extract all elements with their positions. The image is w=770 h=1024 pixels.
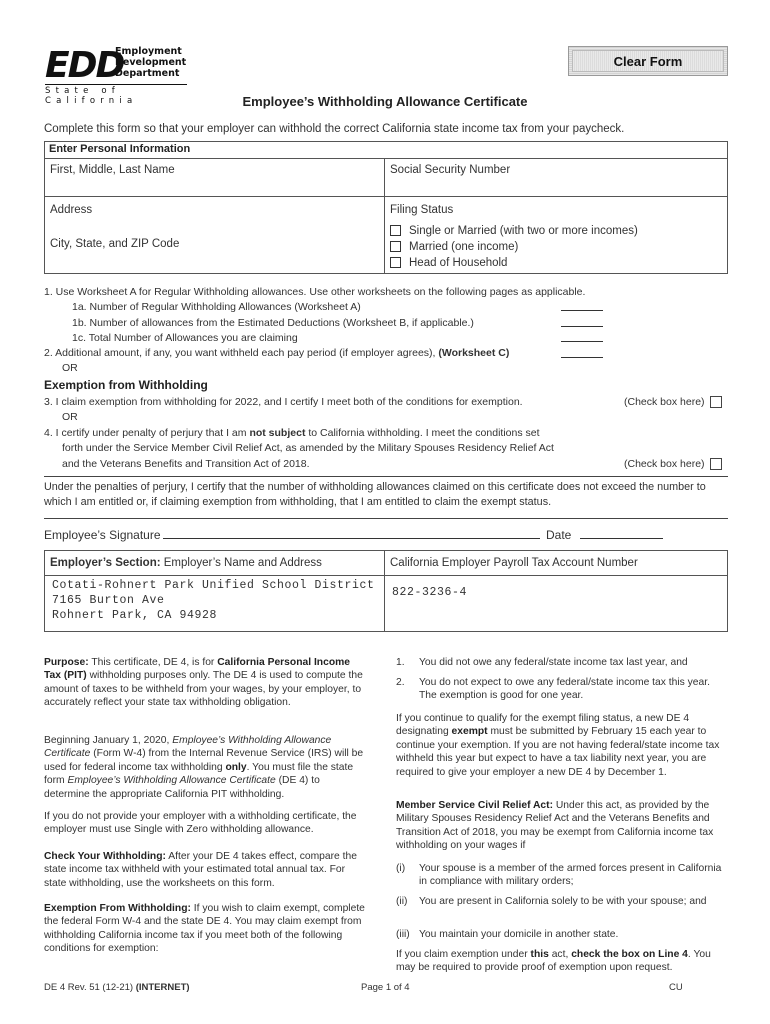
beginning-paragraph [44, 734, 366, 801]
line-1c-field[interactable] [561, 341, 603, 342]
text: withholding purposes only. The DE 4 is used to compute the amount of taxes to be withheld from your wages, by your employer, to accurately reflect your state tax withholding obligation. [44, 670, 363, 709]
penalty-statement: Under the penalties of perjury, I certify that the number of withholding allowances claimed on this certificate does not exceed the number to which I am entitled or, if claiming exemption from withholding, that I am entitled to claim the exempt status. [44, 481, 706, 508]
text: After your DE 4 takes effect, compare the state income tax withheld with your estimated total annual tax. For state withholding, use the worksheets on this form. [44, 851, 357, 889]
text: Beginning January 1, 2020, [44, 735, 170, 746]
divider [44, 196, 728, 197]
list-marker: (i) [396, 863, 406, 874]
employer-name-value[interactable]: Cotati-Rohnert Park Unified School District [52, 579, 375, 592]
purpose-paragraph [44, 656, 366, 710]
signature-label: Employee’s Signature [44, 528, 161, 542]
divider [44, 476, 728, 477]
line-4-text: to California withholding. I meet the conditions set [308, 427, 540, 439]
exemption-paragraph [44, 902, 366, 956]
list-marker: 2. [396, 677, 405, 688]
employer-section-label [50, 557, 322, 569]
check-withholding-paragraph [44, 850, 366, 890]
signature-field[interactable] [163, 538, 540, 539]
if-not-paragraph: If you do not provide your employer with a withholding certificate, the employer must use Single with Zero withholding allowance. [44, 811, 357, 836]
dept-line-2: Development [115, 57, 187, 68]
text: . You may be required to provide proof of exemption upon request. [396, 949, 711, 974]
exemption-subheading: Exemption From Withholding: [44, 903, 191, 914]
msc-heading: Member Service Civil Relief Act: [396, 800, 553, 811]
form-title: Employee’s Withholding Allowance Certificate [242, 94, 528, 109]
bold-text: California Personal Income Tax (PIT) [44, 657, 350, 682]
state-of-california: State of California [45, 84, 187, 106]
line-4-continued: forth under the Service Member Civil Relief Act, as amended by the Military Spouses Residency Relief Act [62, 442, 554, 454]
purpose-heading: Purpose: [44, 657, 89, 668]
msc-condition-i: Your spouse is a member of the armed forces present in California in compliance with military orders; [419, 863, 722, 888]
text: act, [551, 949, 569, 960]
check-withholding-heading: Check Your Withholding: [44, 851, 166, 862]
account-number-label: California Employer Payroll Tax Account Number [390, 557, 638, 569]
condition-1: You did not owe any federal/state income tax last year, and [419, 657, 688, 668]
city-field[interactable] [46, 254, 382, 270]
clear-form-label: Clear Form [572, 50, 724, 72]
line-1: 1. Use Worksheet A for Regular Withholding allowances. Use other worksheets on the following pages as applicable. [44, 286, 586, 298]
city-field-label: City, State, and ZIP Code [50, 238, 180, 250]
line-4-check-label: (Check box here) [624, 458, 705, 470]
list-marker: 1. [396, 657, 405, 668]
line-1b: 1b. Number of allowances from the Estimated Deductions (Worksheet B, if applicable.) [72, 317, 474, 329]
checkbox[interactable] [390, 225, 401, 236]
line-4-continued: and the Veterans Benefits and Transition Act of 2018. [62, 458, 310, 470]
employer-city-value[interactable]: Rohnert Park, CA 94928 [52, 609, 218, 622]
condition-2: You do not expect to owe any federal/state income tax this year. The exemption is good for one year. [419, 677, 710, 702]
line-4 [44, 426, 540, 441]
divider [44, 518, 728, 519]
line-1a: 1a. Number of Regular Withholding Allowances (Worksheet A) [72, 301, 361, 313]
edd-logo-mark: EDD [45, 45, 124, 86]
exemption-heading: Exemption from Withholding [44, 378, 208, 392]
or-text: OR [62, 362, 78, 374]
filing-status-label: Filing Status [390, 204, 454, 216]
msc-paragraph [396, 799, 729, 853]
dept-line-1: Employment [115, 46, 182, 57]
dept-line-3: Department [115, 68, 180, 79]
text: Under this act, as provided by the Military Spouses Residency Relief Act and the Veterans Benefits and Transition Act of 2018, you may be exempt from California income tax withholding on your wages if [396, 800, 714, 852]
name-field[interactable] [46, 180, 382, 195]
account-number-value[interactable]: 822-3236-4 [392, 586, 468, 599]
personal-info-heading: Enter Personal Information [44, 141, 728, 159]
italic-text: Employee’s Withholding Allowance Certificate [67, 775, 276, 787]
text: must be submitted by February 15 each year to continue your exemption. If you are not having federal/state income tax withheld this year but expect to have a tax liability next year, you are required to give your employer a new DE 4 by December 1. [396, 726, 720, 778]
text: (DE 4) to determine the appropriate California PIT withholding. [44, 775, 320, 800]
date-field[interactable] [580, 538, 663, 539]
line-2-text: 2. Additional amount, if any, you want withheld each pay period (if employer agrees), [44, 347, 436, 359]
footer-form-number [44, 982, 190, 993]
footer-bold: (INTERNET) [135, 982, 190, 993]
date-label: Date [546, 528, 572, 542]
filing-option-single[interactable] [390, 224, 638, 240]
footer-code: CU [669, 982, 683, 993]
divider [44, 575, 728, 576]
ssn-field-label: Social Security Number [390, 164, 511, 176]
continue-paragraph [396, 712, 729, 779]
filing-option-married[interactable] [390, 240, 518, 256]
msc-condition-iii: You maintain your domicile in another state. [419, 929, 619, 940]
line-1a-field[interactable] [561, 310, 603, 311]
name-field-label: First, Middle, Last Name [50, 164, 175, 176]
checkbox[interactable] [390, 257, 401, 268]
address-field[interactable] [46, 219, 382, 234]
msc-condition-ii: You are present in California solely to be with your spouse; and [419, 896, 707, 907]
line-2 [44, 346, 509, 361]
filing-option-label: Single or Married (with two or more incomes) [409, 225, 638, 237]
text: If you claim exemption under [396, 949, 528, 960]
bold-text: this [530, 949, 549, 960]
filing-option-label: Married (one income) [409, 241, 519, 253]
list-marker: (iii) [396, 929, 410, 940]
intro-text: Complete this form so that your employer can withhold the correct California state income tax from your paycheck. [44, 123, 625, 135]
ssn-field[interactable] [387, 180, 725, 195]
line-1b-field[interactable] [561, 326, 603, 327]
italic-text: Employee’s Withholding Allowance Certificate [44, 735, 332, 760]
line-2-worksheet: (Worksheet C) [438, 347, 510, 359]
employer-name-label: Employer’s Name and Address [163, 557, 322, 569]
text: (Form W-4) from the Internal Revenue Service (IRS) will be used for federal income tax withholding [44, 748, 364, 773]
edd-dept-name [115, 46, 186, 79]
address-field-label: Address [50, 204, 93, 216]
filing-option-label: Head of Household [409, 257, 508, 269]
text: If you wish to claim exempt, complete the federal Form W-4 and the state DE 4. You may claim exempt from withholding California income tax if you meet both of the following conditions for exemption: [44, 903, 365, 955]
text: If you continue to qualify for the exempt filing status, a new DE 4 designating [396, 713, 690, 738]
line-4-bold: not subject [249, 427, 306, 439]
or-text: OR [62, 411, 78, 423]
bold-text: check the box on Line 4 [571, 949, 688, 960]
footer-text: DE 4 Rev. 51 (12-21) [44, 982, 134, 993]
bold-text: exempt [451, 726, 488, 738]
divider [384, 550, 385, 632]
filing-option-head-of-household[interactable] [390, 256, 507, 272]
line-3: 3. I claim exemption from withholding for 2022, and I certify I meet both of the conditions for exemption. [44, 396, 523, 408]
checkbox[interactable] [390, 241, 401, 252]
clear-form-button[interactable] [568, 46, 728, 76]
employer-street-value[interactable]: 7165 Burton Ave [52, 594, 165, 607]
claim-paragraph [396, 948, 729, 975]
text: This certificate, DE 4, is for [91, 657, 215, 668]
footer-page-number: Page 1 of 4 [361, 982, 410, 993]
edd-logo [45, 45, 190, 106]
line-3-check-label: (Check box here) [624, 396, 705, 408]
line-1c: 1c. Total Number of Allowances you are claiming [72, 332, 298, 344]
divider [384, 159, 385, 274]
text: . You must file the state form [44, 761, 354, 787]
employer-section-bold: Employer’s Section: [50, 557, 161, 569]
line-4-text: 4. I certify under penalty of perjury that I am [44, 427, 247, 439]
bold-text: only [225, 761, 247, 773]
line-3-checkbox[interactable] [710, 396, 722, 408]
line-2-field[interactable] [561, 357, 603, 358]
line-4-checkbox[interactable] [710, 458, 722, 470]
list-marker: (ii) [396, 896, 408, 907]
